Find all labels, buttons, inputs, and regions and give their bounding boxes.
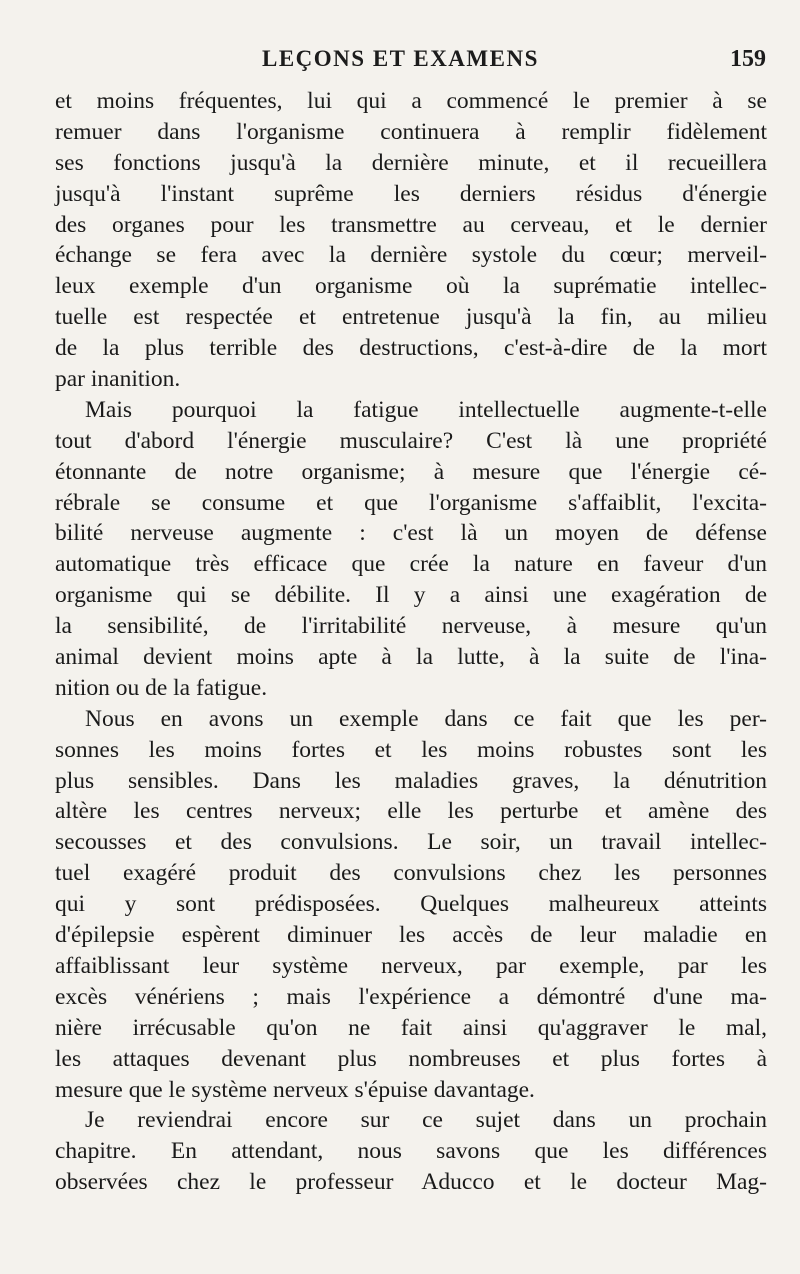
text-line: la sensibilité, de l'irritabilité nerveuse, à mesure qu'un <box>55 613 767 640</box>
text-line: bilité nerveuse augmente : c'est là un moyen de défense <box>55 520 767 547</box>
text-line: et moins fréquentes, lui qui a commencé le premier à se <box>55 88 767 114</box>
text-line: plus sensibles. Dans les maladies graves, la dénutrition <box>55 767 767 794</box>
text-line: leux exemple d'un organisme où la suprématie intellec- <box>55 273 767 300</box>
page-number: 159 <box>730 46 766 72</box>
running-head <box>40 46 766 80</box>
text-line: ses fonctions jusqu'à la dernière minute, et il recueillera <box>55 149 767 176</box>
text-line: secousses et des convulsions. Le soir, un travail intellec- <box>55 829 767 856</box>
text-line: affaiblissant leur système nerveux, par exemple, par les <box>55 952 767 979</box>
text-line: échange se fera avec la dernière systole du cœur; merveil- <box>55 242 767 269</box>
text-line: excès vénériens ; mais l'expérience a démontré d'une ma- <box>55 983 767 1010</box>
text-line: Je reviendrai encore sur ce sujet dans un prochain <box>85 1107 767 1134</box>
text-line: animal devient moins apte à la lutte, à la suite de l'ina- <box>55 644 767 671</box>
text-line: rébrale se consume et que l'organisme s'affaiblit, l'excita- <box>55 489 767 516</box>
text-line: de la plus terrible des destructions, c'est-à-dire de la mort <box>55 335 767 362</box>
text-line: étonnante de notre organisme; à mesure que l'énergie cé- <box>55 458 767 485</box>
text-line: sonnes les moins fortes et les moins robustes sont les <box>55 736 767 763</box>
text-line: organisme qui se débilite. Il y a ainsi une exagération de <box>55 582 767 609</box>
text-line: observées chez le professeur Aducco et le docteur Mag- <box>55 1169 767 1196</box>
text-line: Nous en avons un exemple dans ce fait que les per- <box>85 705 767 732</box>
text-line: chapitre. En attendant, nous savons que les différences <box>55 1138 767 1165</box>
body-text <box>55 86 767 1198</box>
text-line: jusqu'à l'instant suprême les derniers résidus d'énergie <box>55 180 767 207</box>
text-line: mesure que le système nerveux s'épuise davantage. <box>55 1076 535 1103</box>
text-line: d'épilepsie espèrent diminuer les accès de leur maladie en <box>55 922 767 949</box>
text-line: tuelle est respectée et entretenue jusqu'à la fin, au milieu <box>55 304 767 331</box>
text-line: automatique très efficace que crée la nature en faveur d'un <box>55 551 767 578</box>
text-line: qui y sont prédisposées. Quelques malheureux atteints <box>55 891 767 918</box>
text-line: nière irrécusable qu'on ne fait ainsi qu'aggraver le mal, <box>55 1014 767 1041</box>
text-line: tuel exagéré produit des convulsions chez les personnes <box>55 860 767 887</box>
text-line: les attaques devenant plus nombreuses et plus fortes à <box>55 1045 767 1072</box>
text-line: des organes pour les transmettre au cerveau, et le dernier <box>55 211 767 238</box>
text-line: remuer dans l'organisme continuera à remplir fidèlement <box>55 118 767 145</box>
text-line: altère les centres nerveux; elle les perturbe et amène des <box>55 798 767 825</box>
text-line: nition ou de la fatigue. <box>55 674 268 701</box>
text-line: Mais pourquoi la fatigue intellectuelle augmente-t-elle <box>85 396 767 423</box>
running-title: LEÇONS ET EXAMENS <box>262 46 539 71</box>
text-line: par inanition. <box>55 366 181 393</box>
text-line: tout d'abord l'énergie musculaire? C'est là une propriété <box>55 427 767 454</box>
